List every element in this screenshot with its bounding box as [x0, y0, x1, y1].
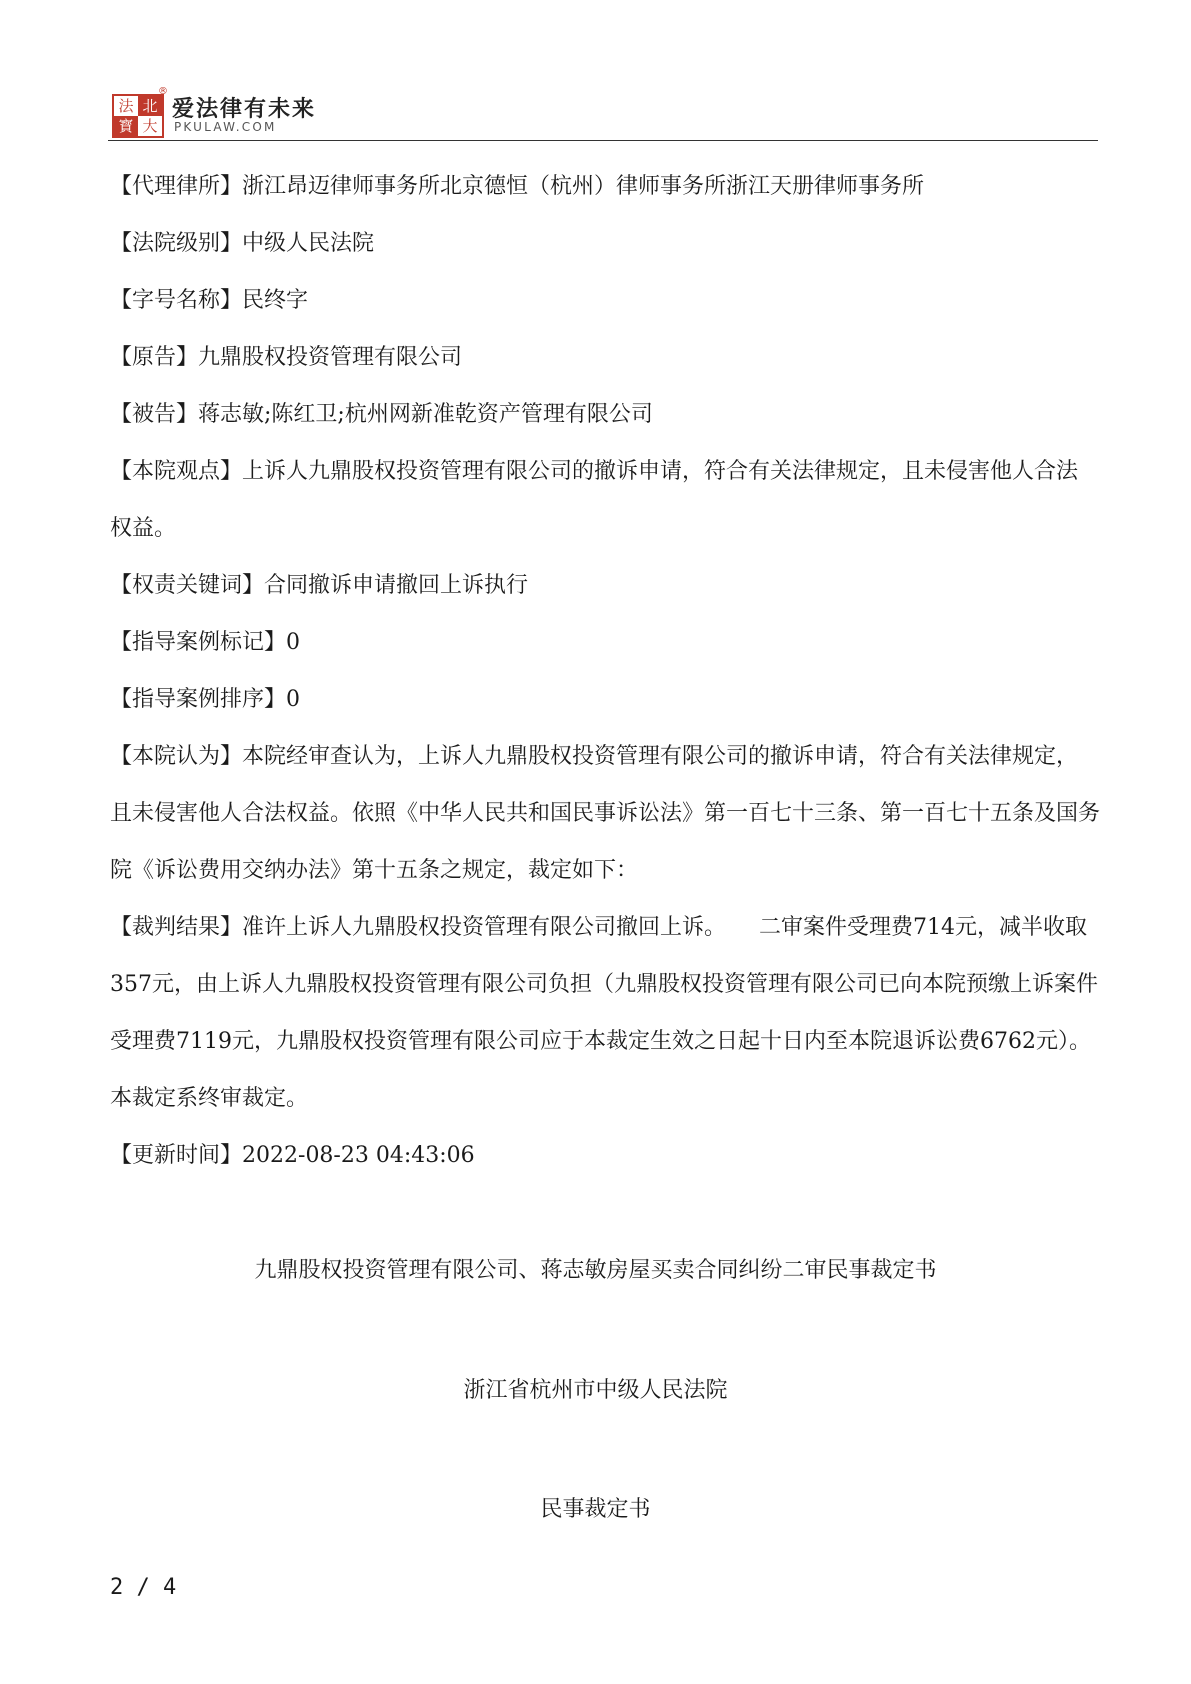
field-case-prefix — [110, 272, 1100, 329]
field-label: 【字号名称】 — [110, 288, 243, 313]
field-value: 中级人民法院 — [242, 231, 375, 256]
field-keywords — [110, 557, 1100, 614]
field-value: 上诉人九鼎股权投资管理有限公司的撤诉申请，符合有关法律规定，且未侵害他人合法权益。 — [110, 459, 1079, 541]
field-label: 【本院认为】 — [110, 744, 243, 769]
field-value: 本院经审查认为，上诉人九鼎股权投资管理有限公司的撤诉申请，符合有关法律规定，且未侵害他人合法权益。依照《中华人民共和国民事诉讼法》第一百七十三条、第一百七十五条及国务院《诉讼费用交纳办法》第十五条之规定，裁定如下： — [110, 744, 1101, 883]
field-law-firm — [110, 158, 1100, 215]
field-value: 民终字 — [242, 288, 309, 313]
page-header — [108, 86, 1098, 142]
field-label: 【权责关键词】 — [110, 573, 265, 598]
logo-char: 法 — [118, 96, 134, 115]
field-label: 【被告】 — [110, 402, 199, 427]
field-guiding-case-flag — [110, 614, 1100, 671]
field-court-view — [110, 443, 1100, 557]
field-value: 0 — [286, 630, 301, 655]
field-update-time — [110, 1127, 1100, 1184]
logo-char: 北 — [138, 96, 162, 116]
field-value: 九鼎股权投资管理有限公司 — [198, 345, 463, 370]
field-value: 合同撤诉申请撤回上诉执行 — [264, 573, 529, 598]
field-label: 【裁判结果】 — [110, 915, 243, 940]
field-label: 【代理律所】 — [110, 174, 243, 199]
logo-char: 大 — [142, 116, 158, 135]
logo-slogan: 爱法律有未来 — [172, 97, 317, 122]
field-defendant — [110, 386, 1100, 443]
court-name: 浙江省杭州市中级人民法院 — [463, 1378, 728, 1403]
field-court-level — [110, 215, 1100, 272]
field-value: 2022-08-23 04:43:06 — [242, 1143, 475, 1168]
field-value: 0 — [286, 687, 301, 712]
field-label: 【本院观点】 — [110, 459, 243, 484]
field-value: 浙江昂迈律师事务所北京德恒（杭州）律师事务所浙江天册律师事务所 — [242, 174, 925, 199]
page-number: 2 / 4 — [110, 1575, 177, 1600]
field-plaintiff — [110, 329, 1100, 386]
document-title: 九鼎股权投资管理有限公司、蒋志敏房屋买卖合同纠纷二审民事裁定书 — [254, 1258, 937, 1283]
field-court-opinion — [110, 728, 1100, 899]
pkulaw-logo-seal — [112, 94, 164, 138]
field-guiding-case-order — [110, 671, 1100, 728]
field-label: 【原告】 — [110, 345, 199, 370]
logo-char: 寳 — [114, 116, 138, 136]
field-value: 蒋志敏;陈红卫;杭州网新准乾资产管理有限公司 — [198, 402, 653, 427]
field-label: 【法院级别】 — [110, 231, 243, 256]
field-label: 【指导案例排序】 — [110, 687, 287, 712]
field-judgment-result — [110, 899, 1124, 1127]
header-divider — [108, 140, 1098, 141]
registered-mark: ® — [158, 86, 168, 97]
field-label: 【指导案例标记】 — [110, 630, 287, 655]
metadata-fields — [110, 158, 1124, 1184]
field-value: 准许上诉人九鼎股权投资管理有限公司撤回上诉。 二审案件受理费714元，减半收取357元，由上诉人九鼎股权投资管理有限公司负担（九鼎股权投资管理有限公司已向本院预缴上诉案件受理费7119元，九鼎股权投资管理有限公司应于本裁定生效之日起十日内至本院退诉讼费6762元）。 本裁定系终审裁定。 — [110, 915, 1124, 1111]
document-type: 民事裁定书 — [540, 1497, 651, 1522]
logo-url: PKULAW.COM — [174, 120, 277, 134]
field-label: 【更新时间】 — [110, 1143, 243, 1168]
